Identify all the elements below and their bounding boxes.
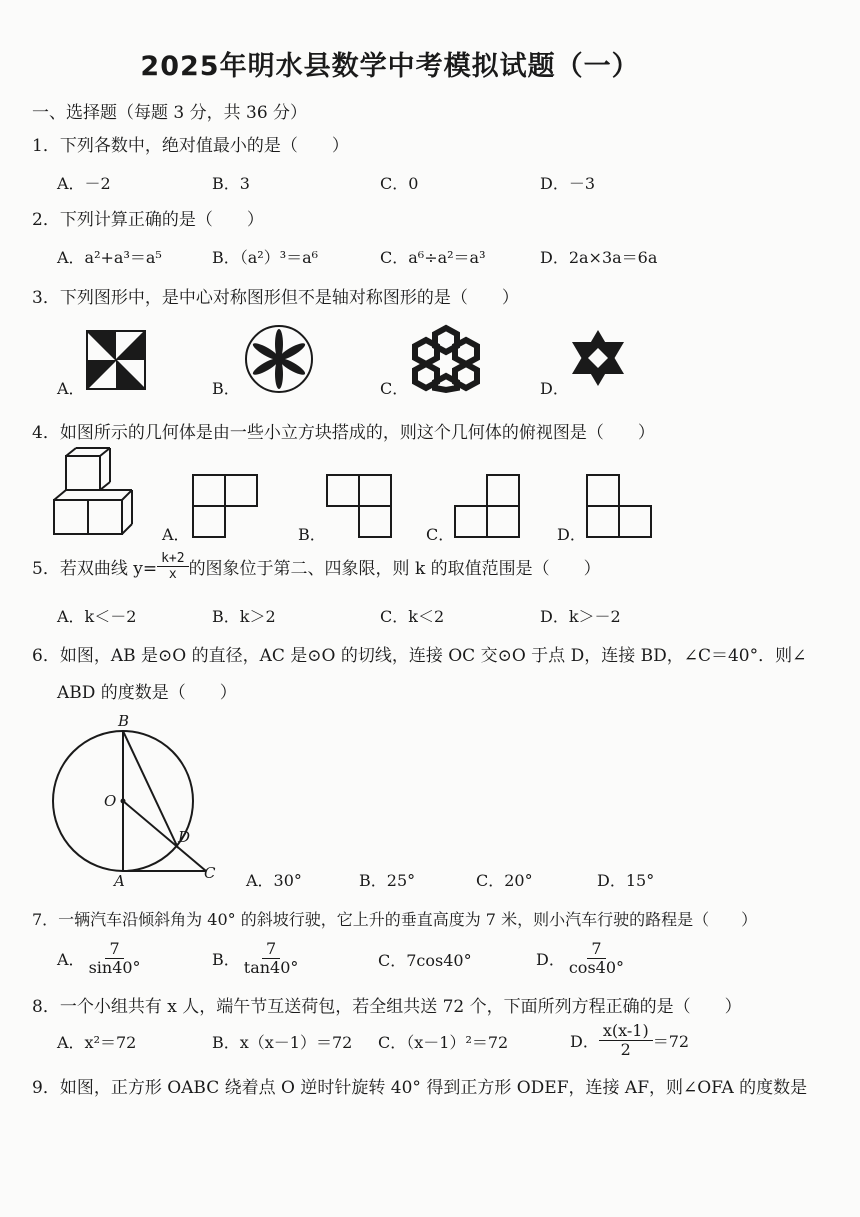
q7-b-num: 7 bbox=[262, 940, 280, 959]
q2-option-b[interactable]: B．（a²）³＝a⁶ bbox=[212, 248, 319, 267]
q9-stem: 9．如图，正方形 OABC 绕着点 O 逆时针旋转 40° 得到正方形 ODEF，连接 AF，则∠OFA 的度数是 bbox=[32, 1078, 808, 1098]
q7-option-a[interactable] bbox=[57, 940, 145, 977]
point-a-label: A bbox=[114, 872, 125, 890]
q4-view-b bbox=[326, 474, 392, 538]
cube-solid-figure bbox=[52, 448, 136, 538]
q8-option-a[interactable]: A．x²＝72 bbox=[57, 1033, 137, 1052]
q7-stem: 7．一辆汽车沿倾斜角为 40° 的斜坡行驶，它上升的垂直高度为 7 米，则小汽车行驶的路程是（ ） bbox=[32, 910, 758, 929]
q3-option-b[interactable]: B． bbox=[212, 379, 240, 398]
q4-view-d bbox=[586, 474, 652, 538]
q3-option-c[interactable]: C． bbox=[380, 379, 409, 398]
q8-option-b[interactable]: B．x（x－1）＝72 bbox=[212, 1033, 353, 1052]
q6-option-d[interactable]: D．15° bbox=[597, 871, 655, 890]
q5-option-c[interactable]: C．k＜2 bbox=[380, 607, 445, 626]
q8-stem: 8．一个小组共有 x 人，端午节互送荷包，若全组共送 72 个，下面所列方程正确的是（ ） bbox=[32, 997, 742, 1017]
q1-stem: 1．下列各数中，绝对值最小的是（ ） bbox=[32, 136, 349, 156]
q4-option-d[interactable]: D． bbox=[557, 525, 586, 544]
q8-option-c[interactable]: C．（x－1）²＝72 bbox=[378, 1033, 509, 1052]
point-o-label: O bbox=[104, 792, 117, 810]
q4-option-c[interactable]: C． bbox=[426, 525, 455, 544]
q5-frac-den: x bbox=[168, 567, 177, 582]
q7-b-prefix: B． bbox=[212, 950, 240, 969]
q5-stem-post: 的图象位于第二、四象限，则 k 的取值范围是（ ） bbox=[188, 559, 601, 579]
q4-option-a[interactable]: A． bbox=[162, 525, 190, 544]
q8-d-fraction bbox=[599, 1022, 653, 1059]
q5-option-a[interactable]: A．k＜－2 bbox=[57, 607, 137, 626]
q3-stem: 3．下列图形中，是中心对称图形但不是轴对称图形的是（ ） bbox=[32, 288, 519, 308]
q6-option-b[interactable]: B．25° bbox=[359, 871, 416, 890]
pinwheel-figure bbox=[86, 330, 146, 390]
q7-option-c[interactable]: C．7cos40° bbox=[378, 951, 472, 970]
q8-d-num: x(x-1) bbox=[599, 1022, 653, 1041]
q5-stem-pre: 5．若双曲线 y= bbox=[32, 559, 158, 579]
q5-frac-num: k+2 bbox=[157, 551, 188, 567]
q7-d-fraction bbox=[565, 940, 628, 977]
q6-stem-line1: 6．如图，AB 是⊙O 的直径，AC 是⊙O 的切线，连接 OC 交⊙O 于点 D，连接 BD，∠C＝40°．则∠ bbox=[32, 646, 807, 666]
q5-option-d[interactable]: D．k＞－2 bbox=[540, 607, 621, 626]
q7-option-b[interactable] bbox=[212, 940, 302, 977]
q1-option-a[interactable]: A．－2 bbox=[57, 174, 111, 193]
q4-option-b[interactable]: B． bbox=[298, 525, 326, 544]
q8-d-prefix: D． bbox=[570, 1032, 599, 1051]
q7-a-num: 7 bbox=[105, 940, 123, 959]
q7-b-den: tan40° bbox=[243, 958, 299, 977]
q1-option-b[interactable]: B．3 bbox=[212, 174, 250, 193]
q7-a-prefix: A． bbox=[57, 950, 85, 969]
q5-option-b[interactable]: B．k＞2 bbox=[212, 607, 276, 626]
q7-a-den: sin40° bbox=[88, 958, 141, 977]
q6-option-a[interactable]: A．30° bbox=[246, 871, 302, 890]
q2-option-c[interactable]: C．a⁶÷a²＝a³ bbox=[380, 248, 486, 267]
q7-option-d[interactable] bbox=[536, 940, 628, 977]
section-heading: 一、选择题（每题 3 分，共 36 分） bbox=[32, 103, 308, 123]
q3-option-a[interactable]: A． bbox=[57, 379, 85, 398]
q7-b-fraction bbox=[240, 940, 303, 977]
q7-d-prefix: D． bbox=[536, 950, 565, 969]
star-of-david-figure bbox=[568, 328, 628, 388]
q4-view-c bbox=[454, 474, 520, 538]
page-title: 2025年明水县数学中考模拟试题（一） bbox=[140, 51, 640, 82]
point-b-label: B bbox=[118, 712, 130, 730]
q5-fraction bbox=[157, 551, 188, 582]
q6-option-c[interactable]: C．20° bbox=[476, 871, 533, 890]
q1-option-c[interactable]: C．0 bbox=[380, 174, 419, 193]
q2-stem: 2．下列计算正确的是（ ） bbox=[32, 210, 264, 230]
hexagon-ring-figure bbox=[410, 324, 482, 392]
q7-d-den: cos40° bbox=[568, 958, 625, 977]
q3-option-d[interactable]: D． bbox=[540, 379, 569, 398]
flower-circle-figure bbox=[244, 324, 314, 394]
q8-option-d[interactable] bbox=[570, 1022, 689, 1059]
q2-option-d[interactable]: D．2a×3a＝6a bbox=[540, 248, 658, 267]
q8-d-den: 2 bbox=[620, 1040, 631, 1059]
q6-stem-line2: ABD 的度数是（ ） bbox=[57, 683, 237, 703]
q8-d-suffix: ＝72 bbox=[652, 1032, 690, 1051]
q7-d-num: 7 bbox=[587, 940, 605, 959]
point-d-label: D bbox=[178, 828, 191, 846]
q2-option-a[interactable]: A．a²+a³＝a⁵ bbox=[57, 248, 162, 267]
point-c-label: C bbox=[204, 864, 216, 882]
q7-a-fraction bbox=[85, 940, 145, 977]
q4-view-a bbox=[192, 474, 258, 538]
q5-stem bbox=[32, 551, 601, 582]
q4-stem: 4．如图所示的几何体是由一些小立方块搭成的，则这个几何体的俯视图是（ ） bbox=[32, 423, 655, 443]
q1-option-d[interactable]: D．－3 bbox=[540, 174, 596, 193]
circle-tangent-diagram bbox=[44, 710, 234, 890]
